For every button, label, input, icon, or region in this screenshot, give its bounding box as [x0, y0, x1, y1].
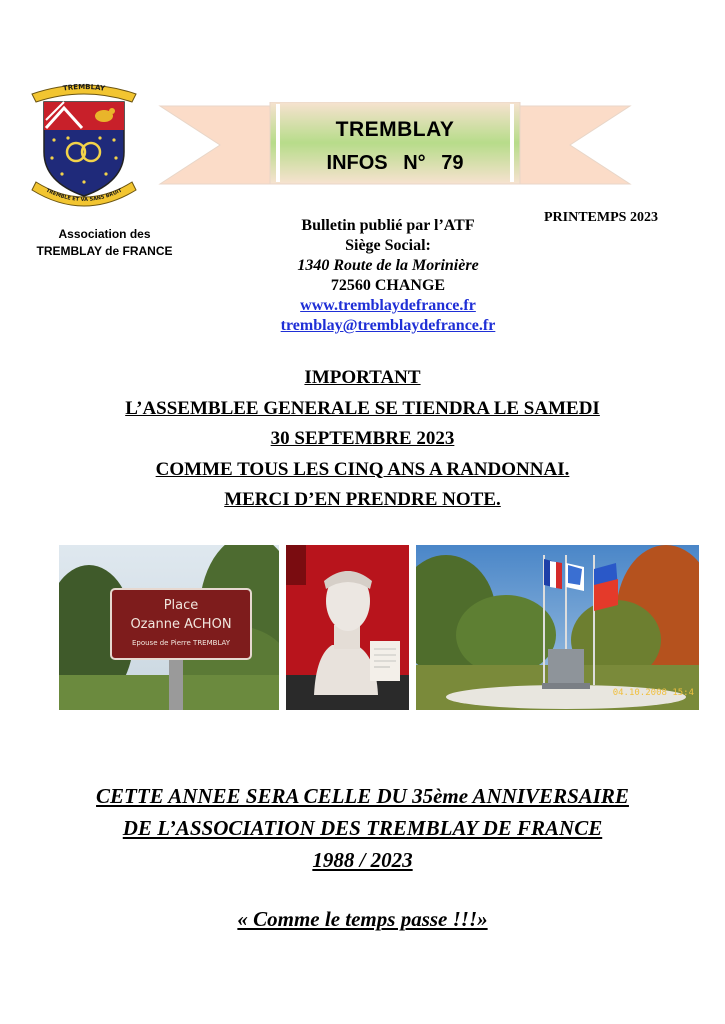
association-name-line2: TREMBLAY de FRANCE — [36, 244, 173, 258]
crest-motto-top: TREMBLAY — [62, 82, 106, 93]
street-address: 1340 Route de la Morinière — [297, 257, 479, 274]
postal-city: 72560 CHANGE — [330, 277, 446, 294]
publisher-line: Bulletin publié par l’ATF — [301, 217, 475, 234]
email-link[interactable]: tremblay@tremblaydefrance.fr — [280, 317, 496, 334]
season-label: PRINTEMPS 2023 — [544, 210, 658, 225]
crest-motto-bottom: TREMBLE ET VA SANS BRUIT — [44, 187, 124, 204]
photo-date-stamp: 04.10.2008 15:4 — [612, 688, 694, 698]
website-link[interactable]: www.tremblaydefrance.fr — [300, 297, 476, 314]
photo-street-sign — [59, 545, 279, 710]
photo-flags-monument — [416, 545, 699, 710]
notice-line: 30 SEPTEMBRE 2023 — [270, 428, 455, 449]
anniversary-announcement — [40, 780, 685, 876]
bulletin-issue: INFOS N° 79 — [326, 152, 464, 174]
anniversary-line: CETTE ANNEE SERA CELLE DU 35ème ANNIVERSAIRE — [96, 784, 629, 808]
publisher-block — [240, 216, 536, 336]
important-notice — [40, 363, 685, 516]
closing-quote: « Comme le temps passe !!!» — [237, 907, 488, 931]
association-name — [22, 226, 187, 260]
sign-line-1: Place — [163, 598, 199, 613]
sign-line-3: Epouse de Pierre TREMBLAY — [131, 639, 231, 647]
notice-line: COMME TOUS LES CINQ ANS A RANDONNAI. — [155, 458, 570, 480]
title-banner — [158, 102, 632, 188]
bulletin-title: TREMBLAY — [335, 118, 455, 141]
photo-bust — [286, 545, 409, 710]
anniversary-line: DE L’ASSOCIATION DES TREMBLAY DE FRANCE — [122, 816, 603, 840]
sign-line-2: Ozanne ACHON — [130, 617, 232, 632]
notice-heading: IMPORTANT — [304, 367, 421, 388]
association-crest — [28, 78, 140, 208]
notice-line: MERCI D’EN PRENDRE NOTE. — [224, 489, 501, 510]
anniversary-years: 1988 / 2023 — [312, 848, 413, 872]
headquarters-label: Siège Social: — [345, 237, 431, 254]
notice-line: L’ASSEMBLEE GENERALE SE TIENDRA LE SAMEDI — [125, 397, 600, 419]
association-name-line1: Association des — [58, 227, 151, 241]
